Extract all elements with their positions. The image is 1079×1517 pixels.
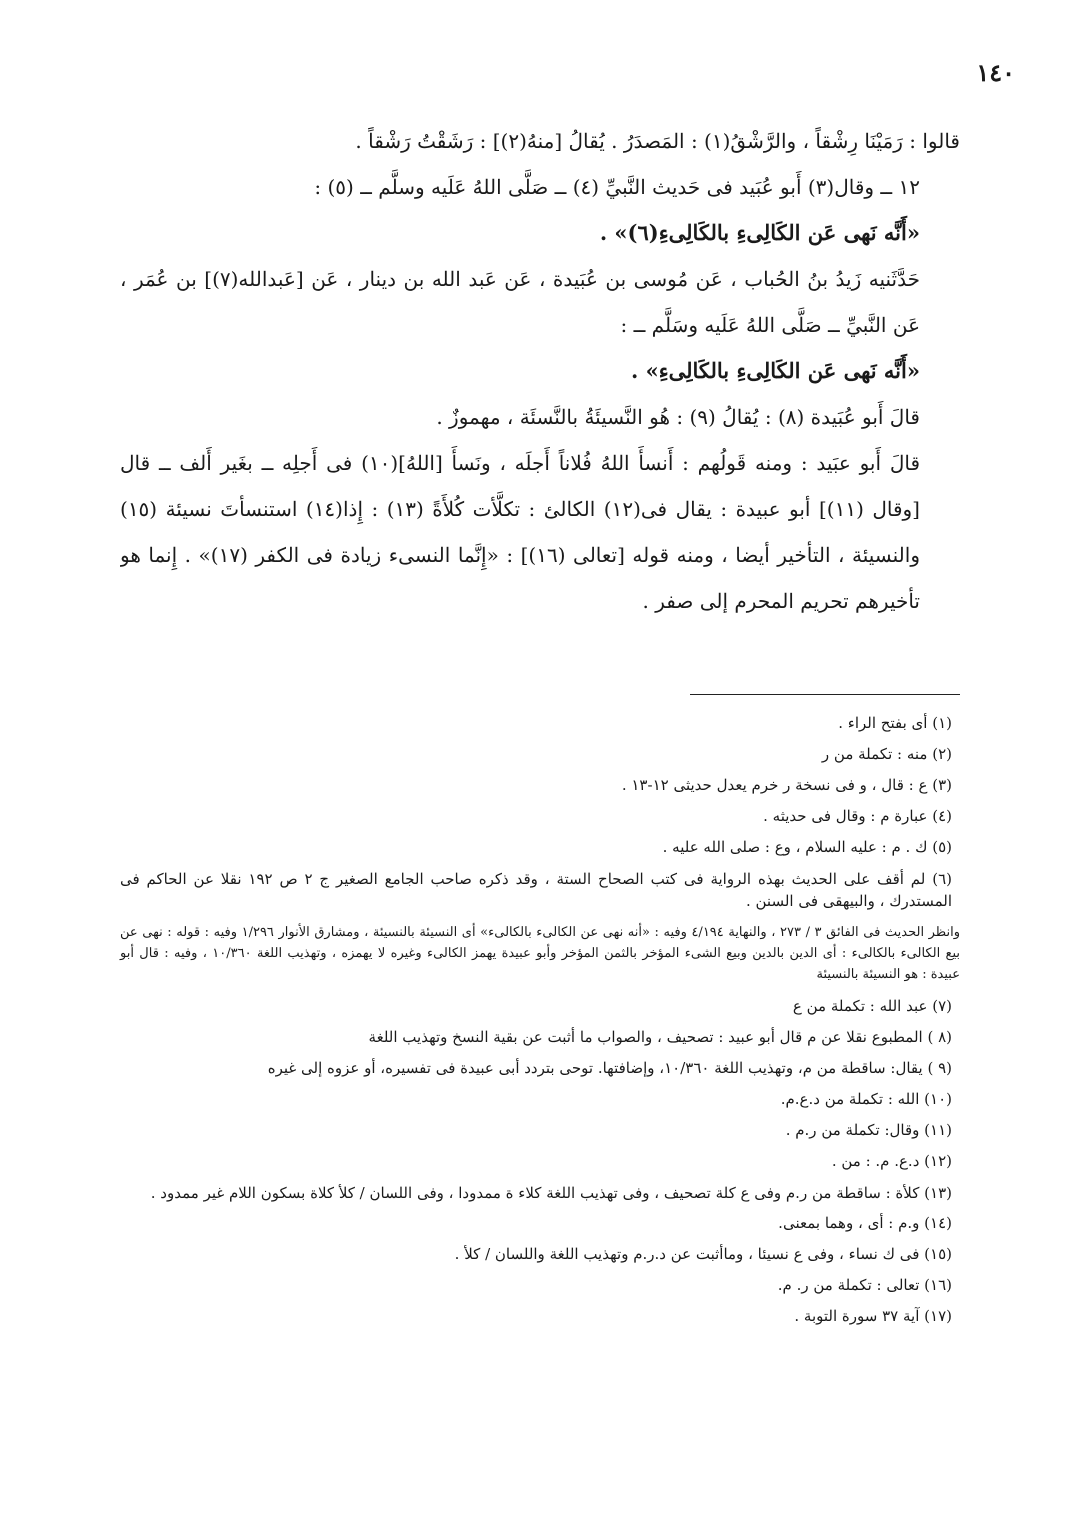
- footnote-8: (٨ ) المطبوع نقلا عن م قال أبو عبيد : تصحيف ، والصواب ما أثبت عن بقية النسخ وتهذيب اللغة: [368, 1028, 952, 1046]
- footnotes-section: [120, 708, 960, 1332]
- footnote-12: (١٢) د.ع. م. : من .: [831, 1152, 952, 1170]
- footnote-6-continuation: وانظر الحديث فى الفائق ٣ / ٢٧٣ ، والنهاية ٤/١٩٤ وفيه : «أنه نهى عن الكالىء بالكالىء» أى النسيئة بالنسيئة ، ومشارق الأنوار ١/٢٩٦ وفيه : قوله : نهى عن بيع الكالىء بالكالىء : أى الدين بالدين وبيع الشىء المؤخر بالثمن المؤخر وأبو عبيدة يهمز الكالىء وغيره لا يهمزه ، وتهذيب اللغة ١٠/٣٦٠ ، وفيه : قال أبو عبيدة : هو النسيئة بالنسيئة: [120, 925, 960, 982]
- hadith-quote-repeat: «أَنَّه نَهى عَن الكَالِىءِ بالكَالِىءِ» .: [630, 358, 920, 383]
- footnote-13: (١٣) كلأة : ساقطة من ر.م وفى ع كلة تصحيف ، وفى تهذيب اللغة كلاء ة ممدودا ، وفى اللسان / كلأ كلاة بسكون اللام غير ممدود .: [150, 1184, 952, 1202]
- footnote-9: (٩ ) يقال: ساقطة من م، وتهذيب اللغة ١٠/٣٦٠، وإضافتها. توحى بتردد أبى عبيدة فى تفسيره، أو عزوه إلى غيره: [267, 1059, 952, 1077]
- text-line-1: قالوا : رَمَيْنَا رِشْقاً ، والرَّشْقُ(١) : المَصدَرُ . يُقالُ [منهُ(٢)] : رَشَقْتُ رَشْقاً .: [355, 129, 960, 153]
- footnote-2: (٢) منه : تكملة من ر: [821, 745, 952, 763]
- abu-ubayda-comment: قالَ أَبو عُبَيدة (٨) : يُقالُ (٩) : هُو النَّسيئَةُ بالنَّسئَة ، مهموزٌ .: [436, 405, 920, 429]
- isnad-paragraph: حَدَّثَنيه زَيدُ بنُ الحُباب ، عَن مُوسى بن عُبَيدة ، عَن عَبد الله بن دينار ، عَن [عَبدالله(٧)] بن عُمَر ، عَن النَّبيِّ ــ صَلَّى اللهُ عَلَيه وسَلَّم ــ :: [120, 267, 920, 337]
- page-number: ١٤٠: [976, 58, 1015, 87]
- footnote-16: (١٦) تعالى : تكملة من ر. م.: [777, 1276, 952, 1294]
- footnote-7: (٧) عبد الله : تكملة من ع: [792, 997, 952, 1015]
- footnote-divider: [690, 694, 960, 695]
- footnote-15: (١٥) فى ك نساء ، وفى ع نسيئا ، وماأثبت عن د.ر.م وتهذيب اللغة واللسان / كلأ .: [454, 1245, 952, 1263]
- footnote-1: (١) أى بفتح الراء .: [838, 714, 952, 732]
- footnote-5: (٥) ك . م : عليه السلام ، وع : صلى الله عليه .: [662, 838, 952, 856]
- footnote-4: (٤) عبارة م : وقال فى حديثه .: [763, 807, 952, 825]
- hadith-heading: ١٢ ــ وقال(٣) أَبو عُبَيد فى حَديث النَّبيِّ (٤) ــ صَلَّى اللهُ عَلَيه وسلَّم ــ (٥) :: [314, 175, 920, 199]
- hadith-quote: «أَنَّه نَهى عَن الكَالِىءِ بالكَالِىءِ(٦)» .: [599, 220, 920, 245]
- footnote-10: (١٠) الله : تكملة من د.ع.م.: [780, 1090, 952, 1108]
- footnote-17: (١٧) آية ٣٧ سورة التوبة .: [794, 1307, 952, 1325]
- footnote-14: (١٤) و.م : أى ، وهما بمعنى.: [778, 1214, 952, 1232]
- footnote-11: (١١) وقال: تكملة من ر.م .: [785, 1121, 952, 1139]
- main-text: [120, 118, 960, 624]
- explanation-paragraph: قالَ أَبو عبَيد : ومنه قَولُهم : أَنسأَ اللهُ فُلاناً أَجلَه ، ونَسأَ [اللهُ](١٠) فى أَجلِه ــ بغَير أَلف ــ قال [وقال (١١)] أبو عبيدة : يقال فى(١٢) الكالئ : تكلَّأت كُلأَةً (١٣) : إِذا(١٤) استنسأتَ نسيئة (١٥) والنسيئة ، التأخير أيضا ، ومنه قوله [تعالى (١٦)] : «إِنَّما النسىء زيادة فى الكفر (١٧)» . إِنما هو تأخيرهم تحريم المحرم إلى صفر .: [120, 451, 921, 613]
- footnote-3: (٣) ع : قال ، و فى نسخة ر خرم يعدل حديثى ١٢-١٣ .: [621, 776, 952, 794]
- footnote-6: (٦) لم أقف على الحديث بهذه الرواية فى كتب الصحاح الستة ، وقد ذكره صاحب الجامع الصغير ج ٢ ص ١٩٢ نقلا عن الحاكم فى المستدرك ، والبيهقى فى السنن .: [120, 870, 953, 910]
